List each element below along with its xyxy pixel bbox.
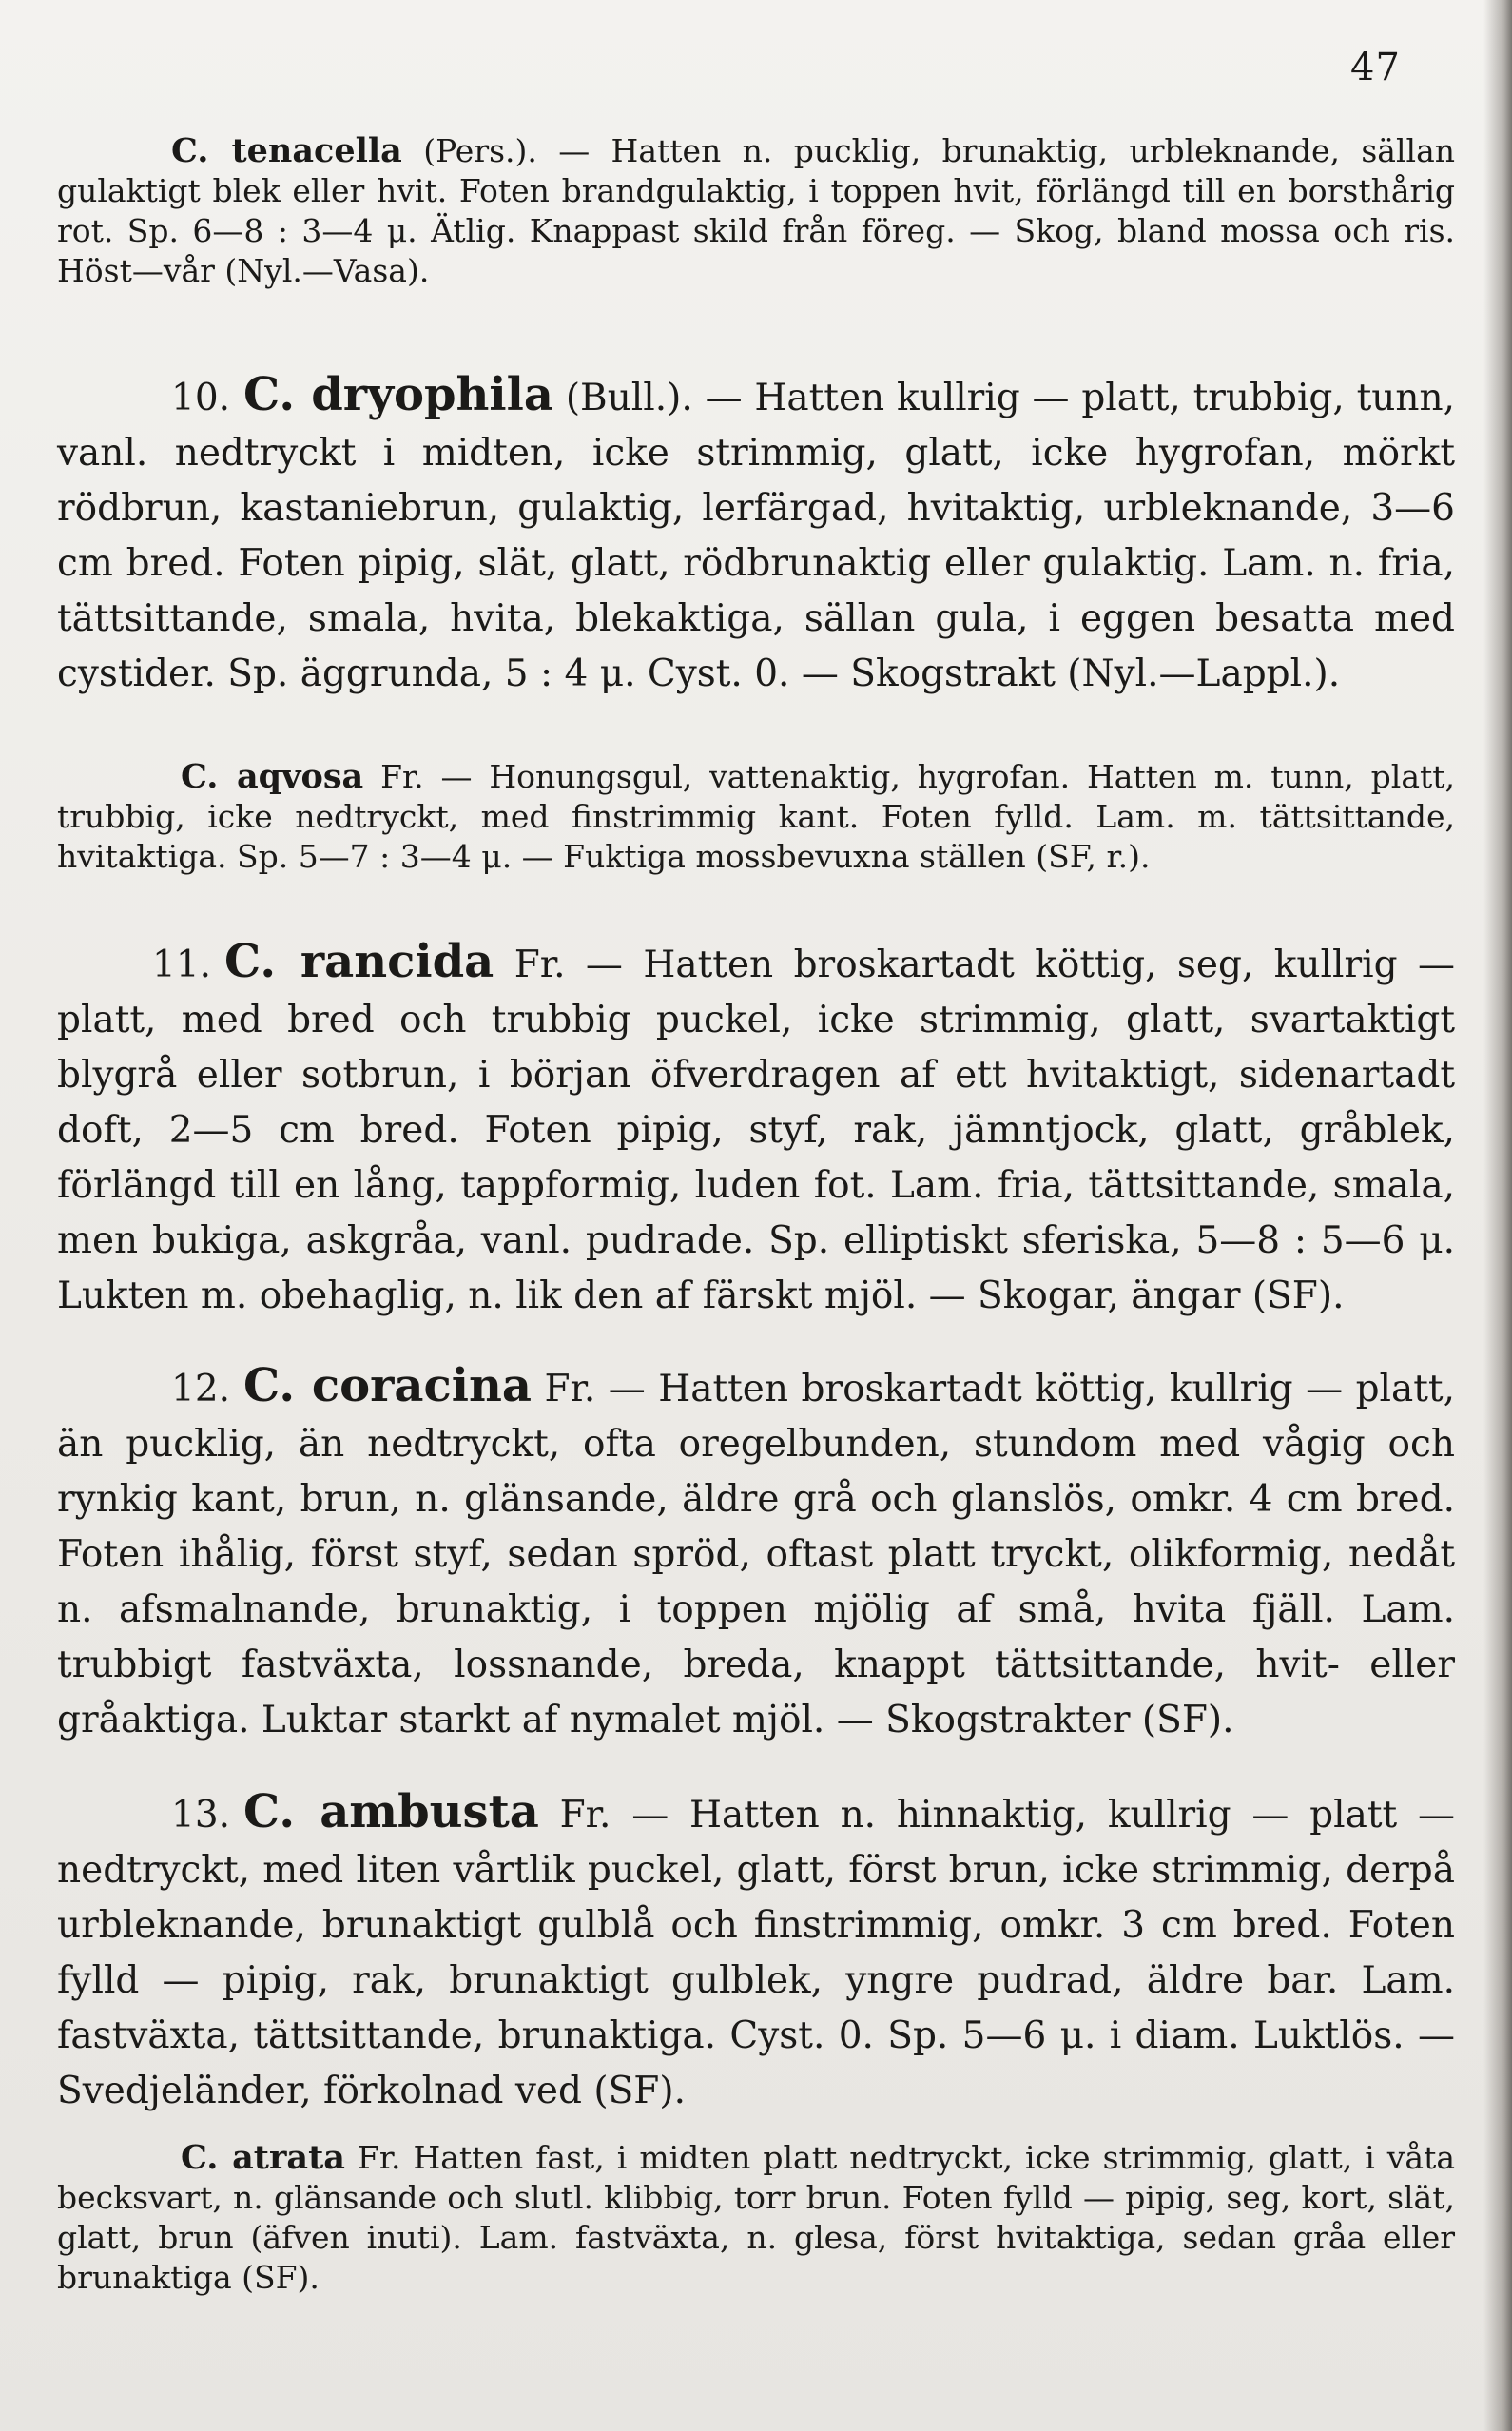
species-description: Fr. — Hatten broskartadt köttig, kullrig — platt, än pucklig, än nedtryckt, ofta oregelbunden, stundom med vågig och rynkig kant, brun, n. glänsande, äldre grå och glanslös, omkr. 4 cm bred. Foten ihålig, först styf, sedan spröd, oftast platt tryckt, olikformig, nedåt n. afsmalnande, brunaktig, i toppen mjölig af små, hvita fjäll. Lam. trubbigt fastväxta, lossnande, breda, knappt tättsittande, hvit- eller gråaktiga. Luktar starkt af nymalet mjöl. — Skogstrakter (SF). <box>57 1368 1456 1741</box>
species-description: Fr. — Hatten broskartadt köttig, seg, kullrig — platt, med bred och trubbig puckel, icke strimmig, glatt, svartaktigt blygrå eller sotbrun, i början öfverdragen af ett hvitaktigt, sidenartadt doft, 2—5 cm bred. Foten pipig, styf, rak, jämntjock, glatt, gråblek, förlängd till en lång, tappformig, luden fot. Lam. fria, tättsittande, smala, men bukiga, askgråa, vanl. pudrade. Sp. elliptiskt sferiska, 5—8 : 5—6 μ. Lukten m. obehaglig, n. lik den af färskt mjöl. — Skogar, ängar (SF). <box>57 943 1456 1317</box>
species-description: Fr. — Hatten n. hinnaktig, kullrig — platt — nedtryckt, med liten vårtlik puckel, glatt, först brun, icke strimmig, derpå urbleknande, brunaktigt gulblå och finstrimmig, omkr. 3 cm bred. Foten fylld — pipig, rak, brunaktigt gulblek, yngre pudrad, äldre bar. Lam. fastväxta, tättsittande, brunaktiga. Cyst. 0. Sp. 5—6 μ. i diam. Luktlös. — Svedjeländer, förkolnad ved (SF). <box>57 1794 1455 2112</box>
species-description: (Bull.). — Hatten kullrig — platt, trubbig, tunn, vanl. nedtryckt i midten, icke strimmig, glatt, icke hygrofan, mörkt rödbrun, kastaniebrun, gulaktig, lerfärgad, hvitaktig, urbleknande, 3—6 cm bred. Foten pipig, slät, glatt, rödbrunaktig eller gulaktig. Lam. n. fria, tättsittande, smala, hvita, blekaktiga, sällan gula, i eggen besatta med cystider. Sp. äggrunda, 5 : 4 μ. Cyst. 0. — Skogstrakt (Nyl.—Lappl.). <box>57 377 1455 695</box>
species-name: C. atrata <box>181 2138 345 2177</box>
entry-number: 12. <box>171 1368 231 1410</box>
entry-ambusta <box>57 1784 1455 2119</box>
entry-number: 13. <box>171 1794 231 1837</box>
page-edge-shadow <box>1483 0 1512 2431</box>
entry-tenacella <box>57 131 1455 291</box>
page-number: 47 <box>1350 46 1401 89</box>
entry-dryophila <box>57 367 1455 702</box>
entry-aqvosa <box>57 757 1455 877</box>
species-name: C. ambusta <box>243 1785 539 1838</box>
entry-rancida <box>57 934 1455 1324</box>
species-name: C. rancida <box>224 935 494 988</box>
species-description: (Pers.). — Hatten n. pucklig, brunaktig, urbleknande, sällan gulaktigt blek eller hvit. Foten brandgulaktig, i toppen hvit, förlängd till en borsthårig rot. Sp. 6—8 : 3—4 μ. Ätlig. Knappast skild från föreg. — Skog, bland mossa och ris. Höst—vår (Nyl.—Vasa). <box>57 132 1455 289</box>
entry-coracina <box>57 1358 1455 1748</box>
species-name: C. tenacella <box>171 131 402 170</box>
entry-atrata <box>57 2138 1455 2298</box>
species-description: Fr. — Honungsgul, vattenaktig, hygrofan. Hatten m. tunn, platt, trubbig, icke nedtryckt, med finstrimmig kant. Foten fylld. Lam. m. tättsittande, hvitaktiga. Sp. 5—7 : 3—4 μ. — Fuktiga mossbevuxna ställen (SF, r.). <box>57 758 1455 875</box>
species-name: C. dryophila <box>243 368 554 421</box>
entry-number: 10. <box>171 377 231 419</box>
species-description: Fr. Hatten fast, i midten platt nedtryckt, icke strimmig, glatt, i våta becksvart, n. glänsande och slutl. klibbig, torr brun. Foten fylld — pipig, seg, kort, slät, glatt, brun (äfven inuti). Lam. fastväxta, n. glesa, först hvitaktiga, sedan gråa eller brunaktiga (SF). <box>57 2139 1455 2296</box>
species-name: C. aqvosa <box>181 757 364 796</box>
entry-number: 11. <box>152 943 212 986</box>
species-name: C. coracina <box>243 1359 532 1412</box>
